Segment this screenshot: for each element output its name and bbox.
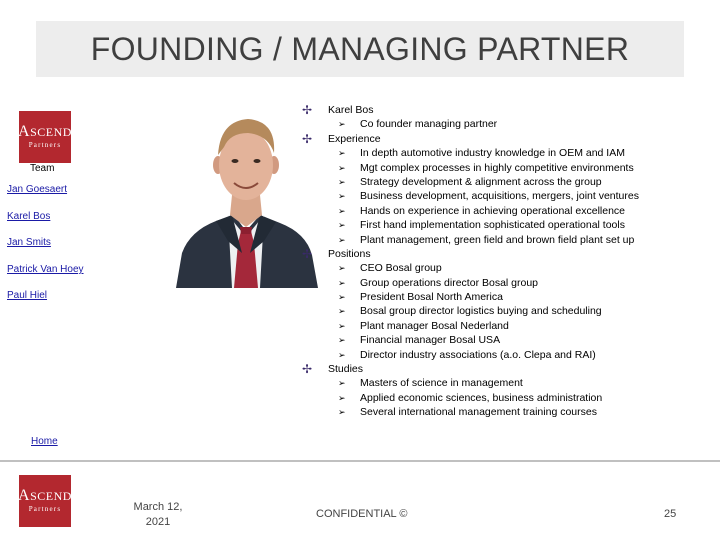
team-link-jan-smits[interactable]: Jan Smits xyxy=(7,237,51,248)
team-label: Team xyxy=(30,163,55,174)
sub-bullet-text: Hands on experience in achieving operational excellence xyxy=(360,204,626,217)
arrow-bullet-icon: ➢ xyxy=(338,148,346,159)
sub-bullet-text: Several international management training courses xyxy=(360,406,597,419)
bullet-item xyxy=(300,247,720,261)
arrow-bullet-icon: ➢ xyxy=(338,292,346,303)
sub-bullet-item xyxy=(300,290,720,304)
bullet-item xyxy=(300,103,720,117)
sub-bullet-item xyxy=(300,304,720,318)
sub-bullet-text: Financial manager Bosal USA xyxy=(360,334,501,347)
bullet-item xyxy=(300,132,720,146)
bullet-icon: ✢ xyxy=(302,246,313,261)
sub-bullet-text: Plant manager Bosal Nederland xyxy=(360,319,509,332)
sub-bullet-item xyxy=(300,319,720,333)
arrow-bullet-icon: ➢ xyxy=(338,191,346,202)
slide-title-bar xyxy=(36,21,684,77)
sub-bullet-item xyxy=(300,261,720,275)
sub-bullet-text: First hand implementation sophisticated operational tools xyxy=(360,219,625,232)
sub-bullet-text: In depth automotive industry knowledge in OEM and IAM xyxy=(360,147,625,160)
arrow-bullet-icon: ➢ xyxy=(338,277,346,288)
sub-bullet-item xyxy=(300,348,720,362)
bullet-text: Karel Bos xyxy=(328,104,374,116)
bullet-text: Positions xyxy=(328,247,371,260)
sub-bullet-item xyxy=(300,175,720,189)
bullet-list xyxy=(300,103,720,420)
arrow-bullet-icon: ➢ xyxy=(338,320,346,331)
sub-bullet-text: President Bosal North America xyxy=(360,291,503,304)
arrow-bullet-icon: ➢ xyxy=(338,220,346,231)
slide-date: March 12, 2021 xyxy=(133,501,183,528)
sub-bullet-text: Applied economic sciences, business administration xyxy=(360,391,603,404)
sub-bullet-item xyxy=(300,276,720,290)
sub-bullet-item xyxy=(300,233,720,247)
sub-bullet-text: Bosal group director logistics buying and scheduling xyxy=(360,305,602,318)
sub-bullet-item xyxy=(300,189,720,203)
arrow-bullet-icon: ➢ xyxy=(338,234,346,245)
sub-bullet-text: Group operations director Bosal group xyxy=(360,276,539,289)
portrait-illustration xyxy=(168,103,320,288)
team-link-patrick-van-hoey[interactable]: Patrick Van Hoey xyxy=(7,264,84,275)
home-link[interactable]: Home xyxy=(31,436,58,447)
sub-bullet-item xyxy=(300,117,720,131)
arrow-bullet-icon: ➢ xyxy=(338,392,346,403)
arrow-bullet-icon: ➢ xyxy=(338,306,346,317)
sub-bullet-item xyxy=(300,161,720,175)
sub-bullet-text: Director industry associations (a.o. Clepa and RAI) xyxy=(360,348,596,361)
arrow-bullet-icon: ➢ xyxy=(338,378,346,389)
arrow-bullet-icon: ➢ xyxy=(338,119,346,130)
sub-bullet-text: Masters of science in management xyxy=(360,377,523,390)
arrow-bullet-icon: ➢ xyxy=(338,162,346,173)
sub-bullet-text: Business development, acquisitions, mergers, joint ventures xyxy=(360,190,639,203)
team-link-karel-bos[interactable]: Karel Bos xyxy=(7,211,51,222)
arrow-bullet-icon: ➢ xyxy=(338,176,346,187)
bullet-icon: ✢ xyxy=(302,131,313,146)
ascend-partners-logo: ASCEND Partners xyxy=(19,111,71,163)
sub-bullet-text: Strategy development & alignment across the group xyxy=(360,175,602,188)
arrow-bullet-icon: ➢ xyxy=(338,335,346,346)
team-link-jan-goesaert[interactable]: Jan Goesaert xyxy=(7,184,68,195)
confidential-label: CONFIDENTIAL © xyxy=(316,508,408,520)
sub-bullet-item xyxy=(300,218,720,232)
sub-bullet-item xyxy=(300,376,720,390)
sub-bullet-text: Mgt complex processes in highly competitive environments xyxy=(360,161,634,174)
sub-bullet-text: CEO Bosal group xyxy=(360,262,442,275)
bullet-item xyxy=(300,362,720,376)
page-number: 25 xyxy=(664,508,677,520)
sub-bullet-item xyxy=(300,204,720,218)
footer-divider xyxy=(0,460,720,462)
ascend-partners-footer-logo: ASCEND Partners xyxy=(19,475,71,527)
arrow-bullet-icon: ➢ xyxy=(338,349,346,360)
sub-bullet-text: Plant management, green field and brown field plant set up xyxy=(360,233,635,246)
sub-bullet-item xyxy=(300,405,720,419)
bullet-text: Experience xyxy=(328,132,381,145)
arrow-bullet-icon: ➢ xyxy=(338,407,346,418)
sub-bullet-item xyxy=(300,333,720,347)
sub-bullet-text: Co founder managing partner xyxy=(360,118,498,131)
bullet-icon: ✢ xyxy=(302,103,313,117)
arrow-bullet-icon: ➢ xyxy=(338,263,346,274)
bullet-text: Studies xyxy=(328,363,364,376)
portrait-photo xyxy=(168,103,320,288)
arrow-bullet-icon: ➢ xyxy=(338,205,346,216)
bullet-icon: ✢ xyxy=(302,362,313,377)
slide-title: FOUNDING / MANAGING PARTNER xyxy=(90,30,630,67)
team-link-paul-hiel[interactable]: Paul Hiel xyxy=(7,290,48,301)
sub-bullet-item xyxy=(300,146,720,160)
sub-bullet-item xyxy=(300,391,720,405)
